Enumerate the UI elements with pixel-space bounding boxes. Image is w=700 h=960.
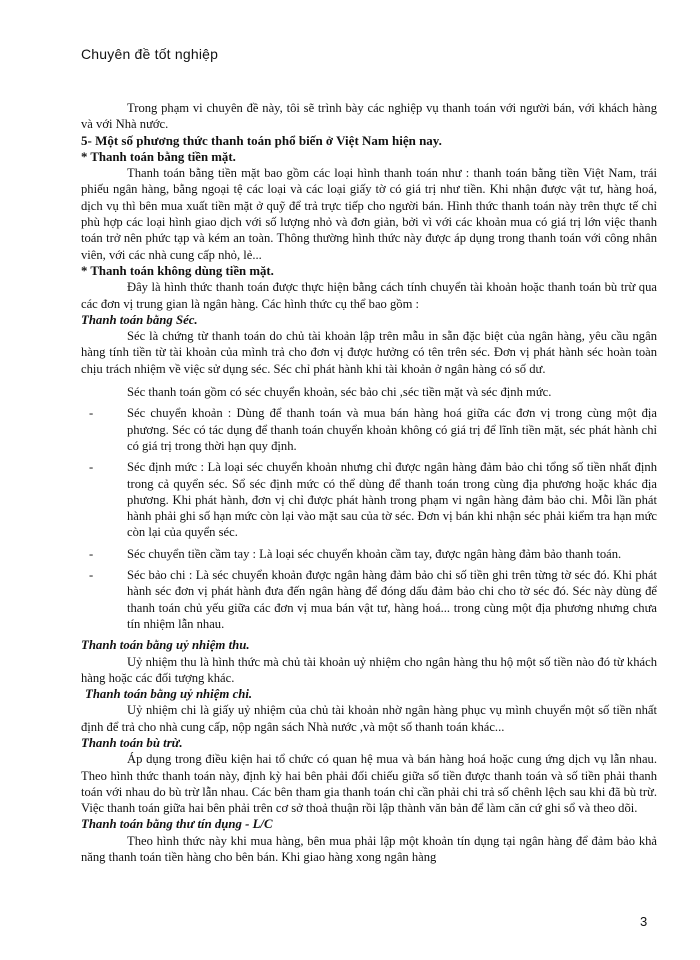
list-item: - Séc chuyển tiền cầm tay : Là loại séc chuyển khoản cầm tay, được ngân hàng đảm bảo thanh toán. (89, 546, 622, 561)
offset-heading: Thanh toán bù trừ. (81, 735, 183, 750)
bullet-dash-icon: - (89, 546, 94, 561)
section-title: 5- Một số phương thức thanh toán phổ biến ở Việt Nam hiện nay. (81, 132, 442, 148)
cheque-types-paragraph: Séc thanh toán gồm có séc chuyển khoản, séc bảo chi ,séc tiền mặt và séc định mức. (127, 385, 552, 400)
bullet-dash-icon: - (89, 568, 94, 583)
collection-paragraph: Uỷ nhiệm thu là hình thức mà chủ tài khoản uỷ nhiệm cho ngân hàng thu hộ một số tiền nào đó từ khách hàng hoặc các đối tượng khác. (81, 654, 657, 685)
intro-paragraph: Trong phạm vi chuyên đề này, tôi sẽ trình bày các nghiệp vụ thanh toán với người bán, với khách hàng và với Nhà nước. (81, 101, 657, 132)
page-number: 3 (640, 914, 648, 929)
noncash-heading: * Thanh toán không dùng tiền mặt. (81, 263, 274, 278)
offset-paragraph: Áp dụng trong điều kiện hai tổ chức có quan hệ mua và bán hàng hoá hoặc cung ứng dịch vụ lẫn nhau. Theo hình thức thanh toán này, định kỳ hai bên phải đối chiếu giữa số tiền được thanh toán và số tiền phải thanh toán với nhau do bù trừ lẫn nhau. Các bên tham gia thanh toán chỉ cần phải chi trả số chênh lệch sau khi đã bù trừ. Việc thanh toán giữa hai bên phải trên cơ sở thoả thuận rồi lập thành văn bản để làm căn cứ ghi sổ và theo dõi. (81, 752, 657, 816)
lc-paragraph: Theo hình thức này khi mua hàng, bên mua phải lập một khoản tín dụng tại ngân hàng để đảm bảo khả năng thanh toán tiền hàng cho bên bán. Khi giao hàng xong ngân hàng (81, 833, 657, 865)
page-header: Chuyên đề tốt nghiệp (81, 46, 219, 62)
cheque-heading: Thanh toán bằng Séc. (81, 312, 198, 327)
lc-heading: Thanh toán bằng thư tín dụng - L/C (81, 817, 273, 832)
cheque-paragraph: Séc là chứng từ thanh toán do chủ tài khoản lập trên mẫu in sẵn đặc biệt của ngân hàng, yêu cầu ngân hàng tính tiền từ tài khoản của mình trả cho đơn vị được hưởng có tên trên séc. Đơn vị phát hành séc hoàn toàn chịu trách nhiệm về việc sử dụng séc. Séc chỉ phát hành khi tài khoản ở ngân hàng có số dư. (81, 329, 657, 376)
bullet-dash-icon: - (89, 460, 94, 475)
cash-paragraph: Thanh toán bằng tiền mặt bao gồm các loại hình thanh toán như : thanh toán bằng tiền Việt Nam, trái phiếu ngân hàng, bằng ngoại tệ các loại và các loại giấy tờ có giá trị như tiền. Khi nhận được vật tư, hàng hoá, dịch vụ thì bên mua xuất tiền mặt ở quỹ để trả trực tiếp cho người bán. Hình thức thanh toán này trên thực tế chỉ phù hợp các loại hình giao dịch với số lượng nhỏ và đơn giản, bởi vì với các khoản mua có giá trị lớn việc thanh toán trở nên phức tạp và kém an toàn. Thông thường hình thức này được áp dụng trong thanh toán với công nhân viên, với các nhà cung cấp nhỏ, lẻ... (81, 166, 657, 262)
list-item: - Séc định mức : Là loại séc chuyển khoản nhưng chỉ được ngân hàng đảm bảo chi tổng số tiền nhất định trong cả quyển séc. Sổ séc định mức có thể dùng để thanh toán trong cùng địa phương hoặc khác địa phương. Khi phát hành, đơn vị chỉ được phát hành trong phạm vi ngân hàng đảm bảo chi. Mỗi lần phát hành phải ghi số hạn mức còn lại vào mặt sau của tờ séc. Đơn vị bán khi nhận séc phải kiểm tra hạn mức còn lại của quyển séc. (89, 460, 657, 540)
cash-heading: * Thanh toán bằng tiền mặt. (81, 149, 236, 164)
document-body (81, 100, 657, 865)
bullet-dash-icon: - (89, 406, 94, 421)
collection-heading: Thanh toán bằng uỷ nhiệm thu. (81, 638, 250, 653)
list-item: - Séc chuyển khoản : Dùng để thanh toán và mua bán hàng hoá giữa các đơn vị trong cùng một địa phương. Séc có tác dụng để thanh toán chuyển khoản không có giá trị để lĩnh tiền mặt, séc phát hành chỉ có giá trị trong thời hạn quy định. (89, 406, 657, 453)
list-item: - Séc bảo chi : Là séc chuyển khoản được ngân hàng đảm bảo chi số tiền ghi trên từng tờ séc đó. Khi phát hành séc đơn vị phát hành đưa đến ngân hàng để đóng dấu đảm bảo chi cho tờ séc đó. Séc này dùng để thanh toán chủ yếu giữa các đơn vị mua bán vật tư, hàng hoá... trong cùng một địa phương nhưng chưa tín nhiệm lẫn nhau. (89, 568, 657, 631)
payorder-paragraph: Uỷ nhiệm chi là giấy uỷ nhiệm của chủ tài khoản nhờ ngân hàng phục vụ mình chuyển một số tiền nhất định để trả cho nhà cung cấp, nộp ngân sách Nhà nước ,và một số thanh toán khác... (81, 703, 657, 734)
payorder-heading: Thanh toán bằng uỷ nhiệm chi. (85, 687, 253, 702)
noncash-paragraph: Đây là hình thức thanh toán được thực hiện bằng cách tính chuyển tài khoản hoặc thanh toán bù trừ qua các đơn vị trung gian là ngân hàng. Các hình thức cụ thể bao gồm : (81, 280, 657, 311)
cheque-types-list (81, 405, 657, 632)
